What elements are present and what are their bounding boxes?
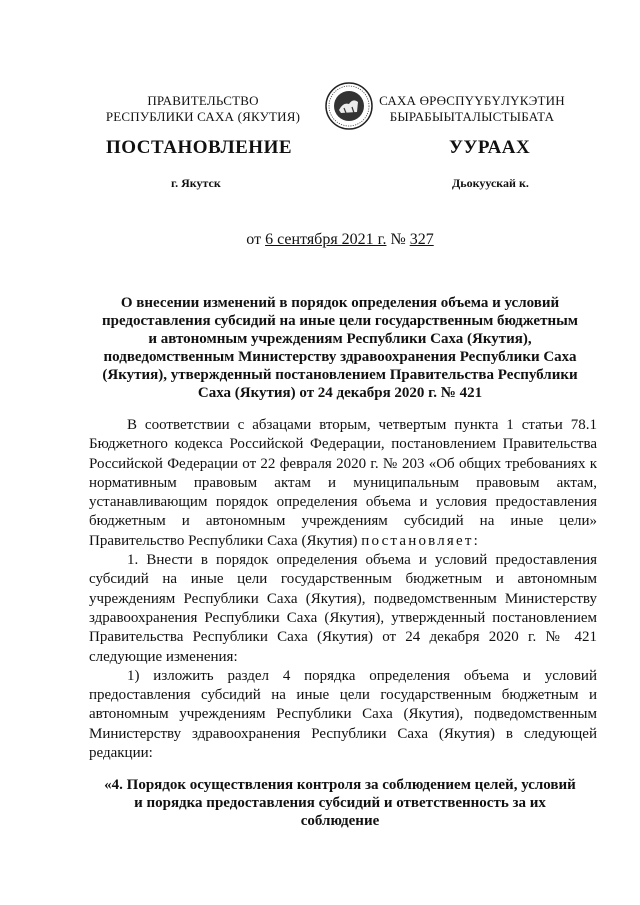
header-right-line2: БЫРАБЫЫТАЛЫСТЫБАТА <box>389 109 555 124</box>
header-government-name <box>93 93 313 125</box>
header-right-line1: САХА ӨРӨСПҮҮБҮЛҮКЭТИН <box>379 93 565 108</box>
number-sign: № <box>390 231 406 248</box>
city-sakha: Дьокуускай к. <box>452 176 529 190</box>
paragraph-preamble <box>89 416 597 551</box>
document-title: О внесении изменений в порядок определения объема и условий предоставления субсидий на иные цели государственным бюджетным и автономным учреждениям Республики Саха (Якутия), подведомственным Министерству здравоохранения Республики Саха (Якутия), утвержденный постановлением Правительства Республики Саха (Якутия) от 24 декабря 2020 г. № 421 <box>101 295 579 401</box>
document-number: 327 <box>409 231 434 248</box>
doc-type-russian: ПОСТАНОВЛЕНИЕ <box>106 137 293 158</box>
decree-word: постановляет: <box>361 532 480 549</box>
preamble-text: В соответствии с абзацами вторым, четвертым пункта 1 статьи 78.1 Бюджетного кодекса Российской Федерации, постановлением Правительства Российской Федерации от 22 февраля 2020 г. № 203 «Об общих требованиях к нормативным правовым актам и муниципальным правовым актам, устанавливающим порядок определения объема и условия предоставления бюджетным и автономным учреждениям субсидий на иные цели» Правительство Республики Саха (Якутия) <box>89 417 597 549</box>
section-heading: «4. Порядок осуществления контроля за соблюдением целей, условий и порядка предоставления субсидий и ответственность за их соблюдение <box>104 777 576 829</box>
date-and-number <box>0 231 640 249</box>
city-russian: г. Якутск <box>171 176 221 190</box>
document-body <box>89 416 597 763</box>
doc-type-sakha: УУРААХ <box>449 137 531 158</box>
header-left-line1: ПРАВИТЕЛЬСТВО <box>147 93 259 108</box>
paragraph-subitem-1: 1) изложить раздел 4 порядка определения объема и условий предоставления субсидий на иные цели государственным бюджетным и автономным учреждениям Республики Саха (Якутия), подведомственным Министерству здравоохранения Республики Саха (Якутия) в следующей редакции: <box>89 667 597 762</box>
paragraph-item-1: 1. Внести в порядок определения объема и условий предоставления субсидий на иные цели государственным бюджетным и автономным учреждениям Республики Саха (Якутия), подведомственным Министерству здравоохранения Республики Саха (Якутия), утвержденный постановлением Правительства Республики Саха (Якутия) от 24 декабря 2020 г. № 421 следующие изменения: <box>89 552 597 665</box>
header-government-name-sakha <box>352 93 592 125</box>
date-prefix: от <box>246 231 262 248</box>
header-left-line2: РЕСПУБЛИКИ САХА (ЯКУТИЯ) <box>105 109 301 124</box>
document-date: 6 сентября 2021 г. <box>265 231 387 248</box>
